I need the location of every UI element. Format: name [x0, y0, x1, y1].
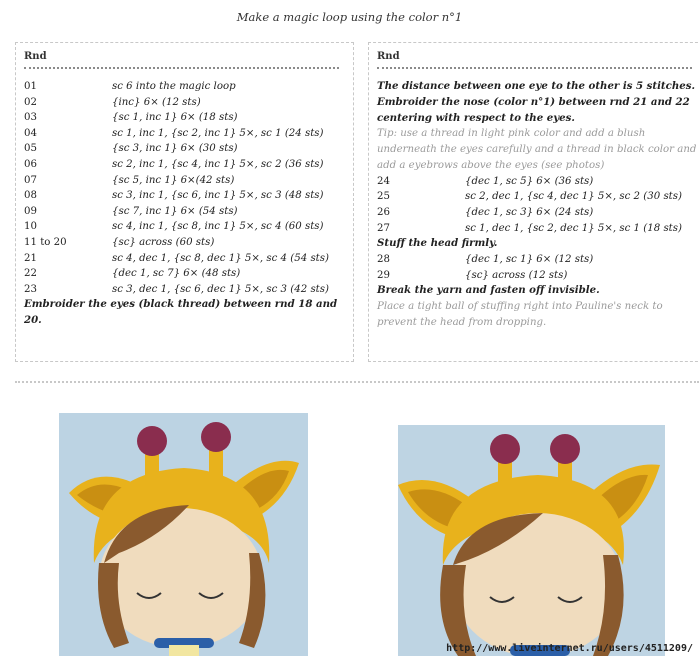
watermark-url: http://www.liveinternet.ru/users/4511209/ [446, 643, 693, 654]
round-list [377, 252, 699, 283]
round-number: 24 [377, 175, 390, 187]
page-title: Make a magic loop using the color n°1 [236, 10, 463, 24]
round-row [377, 205, 699, 221]
eyes-note: Embroider the eyes (black thread) between rnd 18 and 20. [24, 298, 338, 327]
round-list [24, 79, 345, 297]
dotted-divider [377, 67, 692, 69]
round-number: 26 [377, 206, 390, 218]
round-number: 25 [377, 191, 390, 203]
round-number: 05 [24, 143, 37, 155]
pattern-box-left [15, 42, 354, 362]
blush-tip: Tip: use a thread in light pink color and add a blush underneath the eyes carefully and a thread in black color and add a eyebrows above the eyes (see photos) [377, 128, 697, 171]
round-row [24, 282, 345, 298]
round-row [24, 235, 345, 251]
round-row [24, 173, 345, 189]
round-number: 06 [24, 158, 37, 170]
round-number: 23 [24, 283, 37, 295]
nose-note: Embroider the nose (color n°1) between rnd 21 and 22 centering with respect to the eyes. [377, 95, 690, 124]
round-number: 09 [24, 205, 37, 217]
eye-distance-note: The distance between one eye to the other is 5 stitches. [377, 80, 696, 92]
round-instruction: sc 2, dec 1, {sc 4, dec 1} 5×, sc 2 (30 sts) [465, 191, 682, 203]
round-number: 03 [24, 112, 37, 124]
round-number: 04 [24, 127, 37, 139]
round-number: 01 [24, 81, 37, 92]
round-row [24, 157, 345, 173]
pattern-box-right [368, 42, 699, 362]
fasten-off-note: Break the yarn and fasten off invisible. [377, 284, 600, 297]
round-instruction: {sc} across (12 sts) [465, 269, 568, 281]
round-row [24, 204, 345, 220]
round-instruction: sc 3, dec 1, {sc 6, dec 1} 5×, sc 3 (42 sts) [112, 283, 329, 295]
round-instruction: {inc} 6× (12 sts) [112, 96, 201, 108]
round-instruction: {sc 5, inc 1} 6×(42 sts) [112, 174, 235, 186]
round-number: 10 [24, 221, 37, 233]
round-row [24, 79, 345, 95]
dotted-divider [24, 67, 339, 69]
round-instruction: {dec 1, sc 7} 6× (48 sts) [112, 268, 241, 280]
round-row [24, 141, 345, 157]
round-row [377, 189, 699, 205]
round-instruction: {sc 1, inc 1} 6× (18 sts) [112, 112, 238, 124]
round-row [377, 268, 699, 284]
round-number: 02 [24, 96, 37, 108]
round-row [24, 126, 345, 142]
rnd-header: Rnd [24, 51, 47, 62]
round-row [24, 95, 345, 111]
round-row [24, 188, 345, 204]
round-instruction: sc 1, dec 1, {sc 2, dec 1} 5×, sc 1 (18 sts) [465, 222, 682, 234]
round-list [377, 174, 699, 236]
round-instruction: sc 3, inc 1, {sc 6, inc 1} 5×, sc 3 (48 sts) [112, 190, 324, 202]
round-row [24, 251, 345, 267]
round-row [377, 174, 699, 190]
round-number: 08 [24, 190, 37, 202]
round-row [377, 252, 699, 268]
doll-photo-side [398, 425, 665, 656]
round-number: 29 [377, 269, 390, 281]
round-instruction: sc 1, inc 1, {sc 2, inc 1} 5×, sc 1 (24 sts) [112, 127, 324, 139]
rnd-header: Rnd [377, 51, 400, 62]
round-row [377, 221, 699, 237]
round-number: 21 [24, 252, 37, 264]
round-instruction: sc 4, inc 1, {sc 8, inc 1} 5×, sc 4 (60 sts) [112, 221, 324, 233]
round-instruction: {sc 7, inc 1} 6× (54 sts) [112, 205, 238, 217]
round-instruction: sc 4, dec 1, {sc 8, dec 1} 5×, sc 4 (54 sts) [112, 252, 329, 264]
stuffing-tip: Place a tight ball of stuffing right into Pauline's neck to prevent the head from dropping. [377, 300, 663, 328]
round-instruction: {dec 1, sc 3} 6× (24 sts) [465, 206, 594, 218]
round-row [24, 219, 345, 235]
round-row [24, 110, 345, 126]
round-instruction: {sc} across (60 sts) [112, 236, 215, 248]
doll-photo-front [59, 413, 308, 656]
round-number: 28 [377, 253, 390, 265]
round-row [24, 266, 345, 282]
section-divider [15, 381, 699, 383]
round-number: 11 to 20 [24, 236, 67, 248]
round-instruction: {dec 1, sc 1} 6× (12 sts) [465, 253, 594, 265]
round-instruction: sc 2, inc 1, {sc 4, inc 1} 5×, sc 2 (36 sts) [112, 158, 324, 170]
round-instruction: sc 6 into the magic loop [112, 81, 236, 92]
round-instruction: {dec 1, sc 5} 6× (36 sts) [465, 175, 594, 187]
round-number: 27 [377, 222, 390, 234]
round-number: 07 [24, 174, 37, 186]
stuff-head-note: Stuff the head firmly. [377, 237, 498, 250]
round-instruction: {sc 3, inc 1} 6× (30 sts) [112, 143, 238, 155]
round-number: 22 [24, 268, 37, 280]
